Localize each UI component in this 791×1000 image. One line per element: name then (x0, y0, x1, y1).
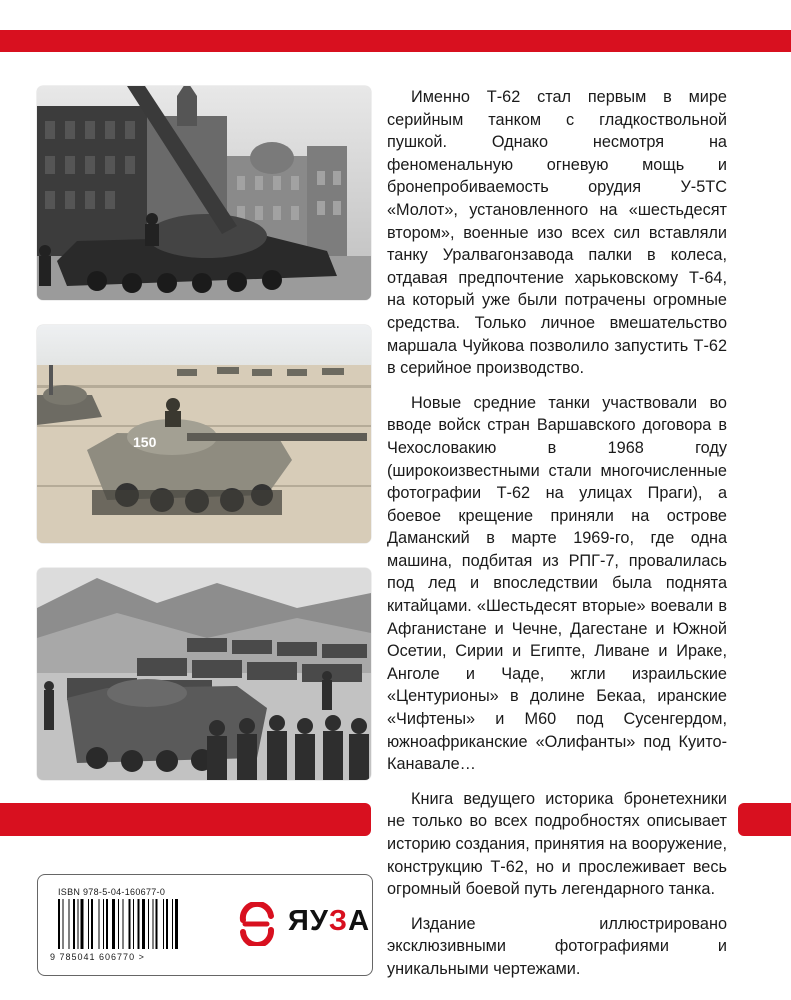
middle-red-band-right (738, 803, 791, 836)
photo-tank-column-soldiers (37, 568, 371, 780)
paragraph-3: Книга ведущего историка бронетехники не только во всех подробностях описывает историю создания, принятия на вооружение, конструкцию Т-62, но и прослеживает весь огромный боевой путь легендарного танка. (387, 789, 727, 899)
paragraph-2: Новые средние танки участвовали во вводе войск стран Варшавского договора в Чехословакию в 1968 году (широкоизвестными стали многочисленные фотографии Т-62 на улицах Праги), а боевое крещение приняли на острове Даманский в марте 1969-го, где одна машина, подбитая из РПГ-7, провалилась под лед и впоследствии была поднята китайцами. «Шестьдесят вторые» воевали в Афганистане и Чечне, Дагестане и Южной Осетии, Сирии и Египте, Ливане и Ираке, Анголе и Чаде, жгли израильские «Центурионы» в долине Бекаа, иранские «Чифтены» и М60 под Сусенгердом, южноафриканские «Олифанты» под Куито-Канавале… (387, 393, 727, 774)
description-text (387, 86, 727, 993)
yauza-logo: ЯУЗА (288, 905, 371, 937)
isbn-label: ISBN 978-5-04-160677-0 (58, 887, 166, 897)
middle-red-band-left (0, 803, 371, 836)
eksmo-logo-icon (237, 902, 277, 946)
paragraph-4: Издание иллюстрировано эксклюзивными фотографиями и уникальными чертежами. (387, 914, 727, 978)
paragraph-1: Именно Т-62 стал первым в мире серийным танком с гладкоствольной пушкой. Однако несмотря на феноменальную огневую мощь и бронепробиваемость орудия У-5ТС «Молот», установленного на «шестьдесят втором», военные изо всех сил вставляли танку Уралвагонзавода палки в колеса, отдавая предпочтение харьковскому Т-64, на который уже были потрачены огромные средства. Только личное вмешательство маршала Чуйкова позволило запустить Т-62 в серийное производство. (387, 88, 727, 378)
photo-tank-city-street (37, 86, 371, 300)
barcode (50, 887, 220, 965)
top-red-band (0, 30, 791, 52)
tank-number: 150 (133, 434, 157, 450)
photo-tanks-on-steppe (37, 325, 371, 543)
barcode-bars (58, 899, 208, 951)
isbn-publisher-box (37, 874, 373, 976)
barcode-digits: 9 785041 606770 > (50, 952, 145, 962)
